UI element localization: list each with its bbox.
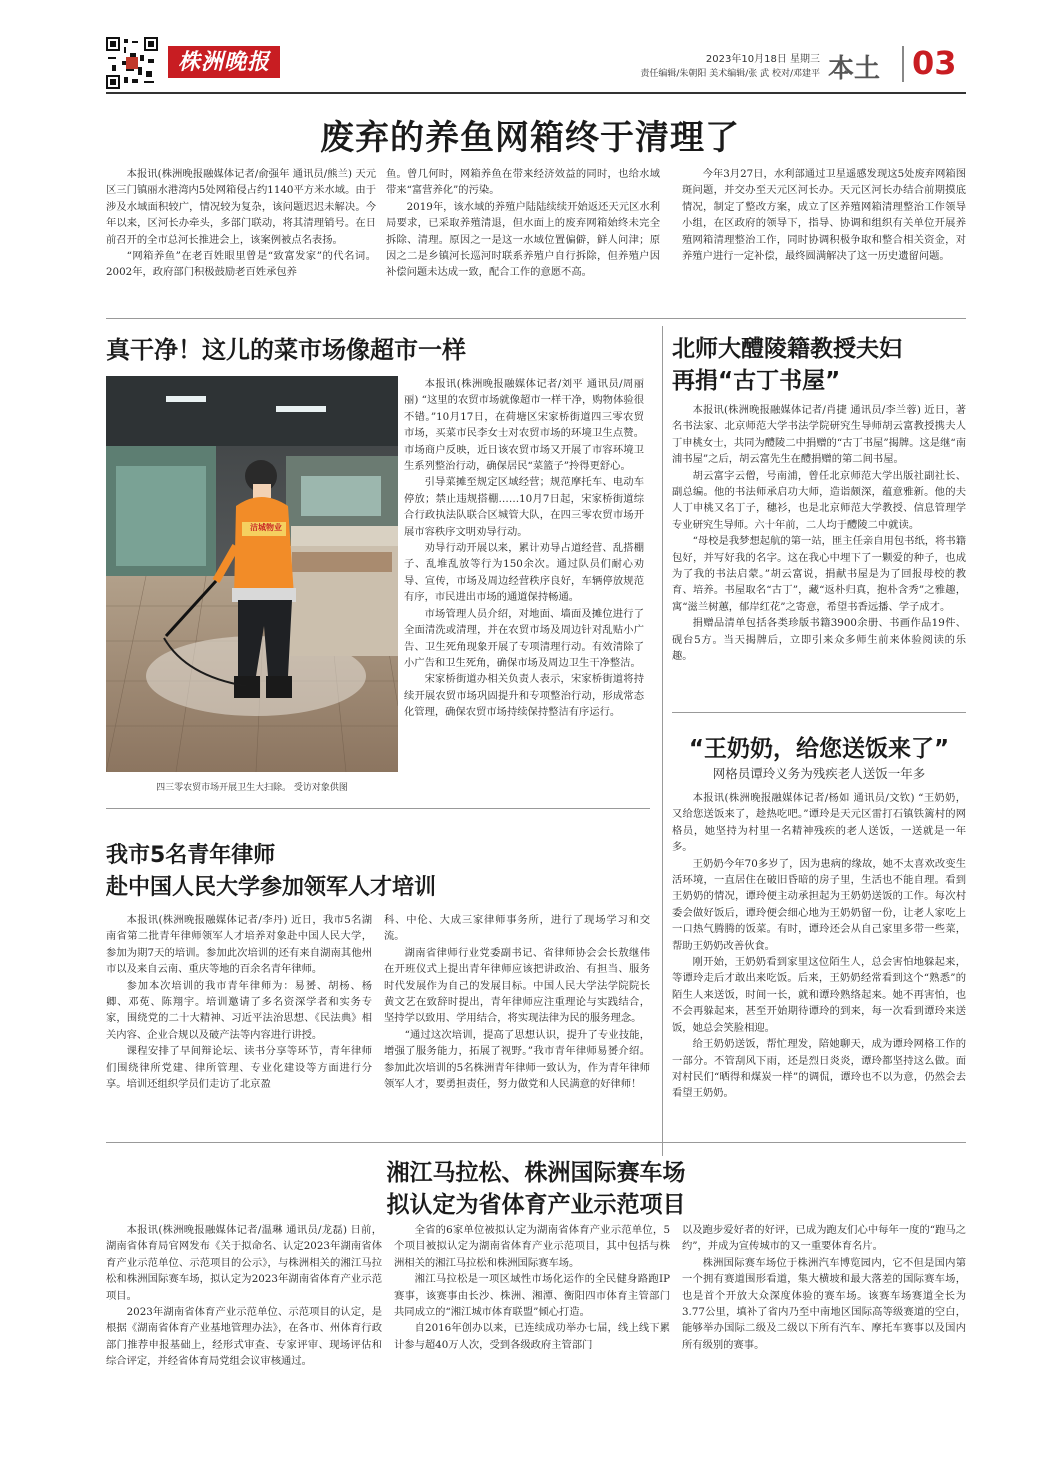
date-line: 2023年10月18日 星期三 — [705, 54, 820, 65]
lawyers-headline-1: 我市5名青年律师 — [106, 843, 276, 868]
divider-lead — [106, 318, 966, 319]
section-divider — [902, 46, 904, 82]
lawyers-headline-2: 赴中国人民大学参加领军人才培训 — [106, 875, 437, 900]
qr-code — [106, 37, 158, 89]
newspaper-logo: 株洲晚报 — [168, 46, 280, 78]
section-name: 本土 — [828, 54, 881, 84]
sports-paragraph: 株洲国际赛车场位于株洲汽车博览园内，它不但是国内第一个拥有赛道围形看道，集大横坡和最大落差的国际赛车场，也是首个开放大众深度体验的赛车场。该赛车场赛道全长为3.77公里，填补了省内乃至中南地区国际高等级赛道的空白，能够举办国际二级及二级以下所有汽车、摩托车赛事以及国内所有级别的赛事。 — [682, 1256, 966, 1351]
grandma-paragraph: 本报讯(株洲晚报融媒体记者/杨如 通讯员/文钦) “王奶奶，又给您送饭来了，趁热吃吧。”谭玲是天元区雷打石镇铁篱村的网格员，她坚持为村里一名精神残疾的老人送饭，一送就是一年多。 — [672, 792, 966, 854]
market-paragraph: 宋家桥街道办相关负责人表示，宋家桥街道将持续开展农贸市场巩固提升和专项整治行动，形成常态化管理，确保农贸市场持续保持整洁有序运行。 — [404, 673, 644, 719]
books-paragraph: 胡云富字云僧，号南浦，曾任北京师范大学出版社副社长、副总编。他的书法师承启功大师，造诣颇深，蕴意雅新。他的夫人丁申桃又名丁子，穗衫，也是北京师范大学教授、信息管理学专业研究生导师。六十年前，二人均于醴陵二中就读。 — [672, 469, 966, 531]
lead-paragraph: “网箱养鱼”在老百姓眼里曾是“致富发家”的代名词。2002年，政府部门积极鼓励老百姓承包养 — [106, 250, 376, 279]
lawyers-paragraph: 课程安排了早间辩论坛、读书分享等环节，青年律师们围绕律所党建、律所管理、专业化建设等方面进行分享。培训还组织学员们走访了北京盈 — [106, 1045, 372, 1091]
page-number: 03 — [912, 44, 957, 82]
divider-books — [672, 712, 966, 713]
books-headline-2: 再捐“古丁书屋” — [672, 368, 841, 394]
lead-column-2 — [386, 166, 660, 281]
lawyers-paragraph: 本报讯(株洲晚报融媒体记者/李丹) 近日，我市5名湖南省第二批青年律师领军人才培养对象赴中国人民大学，参加为期7天的培训。参加此次培训的还有来自湖南其他州市以及来自云南、重庆等地的百余名青年律师。 — [106, 914, 372, 976]
sports-headline-2: 拟认定为省体育产业示范项目 — [386, 1192, 686, 1218]
sports-paragraph: 全省的6家单位被拟认定为湖南省体育产业示范单位，5个项目被拟认定为湖南省体育产业示范项目，其中包括与株洲相关的湘江马拉松和株洲国际赛车场。 — [394, 1224, 670, 1269]
sports-column-3 — [682, 1222, 966, 1353]
photo-caption: 四三零农贸市场开展卫生大扫除。 受访对象供图 — [156, 783, 348, 793]
sports-column-2 — [394, 1222, 670, 1353]
lead-paragraph: 鱼。曾几何时，网箱养鱼在带来经济效益的同时，也给水域带来“富营养化”的污染。 — [386, 168, 660, 197]
grandma-subtitle: 网格员谭玲义务为残疾老人送饭一年多 — [712, 766, 926, 781]
market-paragraph: 劝导行动开展以来，累计劝导占道经营、乱搭棚子、乱堆乱放等行为150余次。通过队员们耐心劝导、宣传，市场及周边经营秩序良好，车辆停放规范有序，市民进出市场的通道保持畅通。 — [404, 542, 644, 604]
sports-paragraph: 湘江马拉松是一项区域性市场化运作的全民健身路跑IP赛事，该赛事由长沙、株洲、湘潭、衡阳四市体育主管部门共同成立的“湘江城市体育联盟”倾心打造。 — [394, 1273, 670, 1319]
divider-market — [106, 808, 650, 809]
sports-paragraph: 以及跑步爱好者的好评，已成为跑友们心中每年一度的“跑马之约”，并成为宣传城市的又一重要体育名片。 — [682, 1224, 966, 1253]
vest-text: 洁城物业 — [250, 523, 282, 532]
sports-headline-1: 湘江马拉松、株洲国际赛车场 — [386, 1160, 686, 1186]
market-paragraph: 本报讯(株洲晚报融媒体记者/刘平 通讯员/周丽丽) “这里的农贸市场就像超市一样干净，购物体验很不错。”10月17日，在荷塘区宋家桥街道四三零农贸市场，买菜市民李女士对农贸市场的环境卫生点赞。市场商户反映，近日该农贸市场又开展了市容环境卫生系列整治行动，确保居民“菜篮子”拎得更舒心。 — [404, 378, 644, 473]
lead-paragraph: 2019年，该水域的养殖户陆陆续续开始返还天元区水利局要求，已采取养殖清退，但水面上的废弃网箱始终未完全拆除、清理。原因之一是这一水域位置偏僻，鲜人问津；原因之二是乡镇河长巡河时联系养殖户自行拆除，但养殖户因补偿问题未达成一致，配合工作的意愿不高。 — [386, 200, 660, 279]
sports-paragraph: 2023年湖南省体育产业示范单位、示范项目的认定，是根据《湖南省体育产业基地管理办法》，在各市、州体育行政部门推荐申报基础上，经形式审查、专家评审、现场评估和综合评定，并经省体育局党组会议审核通过。 — [106, 1306, 382, 1368]
grandma-body — [672, 790, 966, 1102]
market-photo — [106, 376, 398, 772]
lead-headline: 废弃的养鱼网箱终于清理了 — [320, 118, 740, 158]
lawyers-paragraph: 参加本次培训的我市青年律师为：易赟、胡杨、杨卿、邓莬、陈翔宇。培训邀请了多名资深学者和实务专家，围绕党的二十大精神、习近平法治思想、《民法典》相关内容、企业合规以及破产法等内容进行讲授。 — [106, 979, 372, 1041]
lead-paragraph: 今年3月27日，水利部通过卫星遥感发现这5处废弃网箱图斑问题，并交办至天元区河长办。天元区河长办结合前期摸底情况，制定了整改方案，成立了区养殖网箱清理整治工作领导小组，在区政府的领导下，指导、协调和组织有关单位开展养殖网箱清理整治工作，同时协调积极争取和整合相关资金，对养殖户进行一定补偿，最终圆满解决了这一历史遗留问题。 — [682, 168, 966, 263]
lead-column-3 — [682, 166, 966, 264]
market-headline: 真干净！这儿的菜市场像超市一样 — [106, 336, 466, 364]
editors-line: 责任编辑/朱朝阳 美术编辑/张 武 校对/邓建平 — [640, 69, 820, 79]
lawyers-paragraph: 科、中伦、大成三家律师事务所，进行了现场学习和交流。 — [384, 914, 650, 943]
lead-paragraph: 本报讯(株洲晚报融媒体记者/俞强年 通讯员/熊兰) 天元区三门镇丽水港湾内5处网箱侵占约1140平方米水域。由于涉及水域面积较广，情况较为复杂，该问题迟迟未解决。今年以来，区河长办牵头，多部门联动，将其清理销号。在日前召开的全市总河长推进会上，该案例被点名表扬。 — [106, 168, 376, 246]
books-paragraph: 本报讯(株洲晚报融媒体记者/肖捷 通讯员/李兰蓉) 近日，著名书法家、北京师范大学书法学院研究生导师胡云富教授携夫人丁申桃女士，共同为醴陵二中捐赠的“古丁书屋”揭牌。这是继“南浦书屋”之后，胡云富先生在醴捐赠的第二间书屋。 — [672, 404, 966, 466]
books-paragraph: “母校是我梦想起航的第一站，匪主任亲自用包书纸，将书籍包好，并写好我的名字。这在我心中埋下了一颗爱的种子，也成为了我的书法启蒙。”胡云富说，捐献书屋是为了回报母校的教育、培养。书屋取名“古丁”，藏“返朴归真，抱朴含秀”之雅趣，寓“滋兰树蕙，郁岸红花”之寄意，希望书香远播、学子成才。 — [672, 535, 966, 613]
grandma-paragraph: 给王奶奶送饭，帮忙理发，陪她聊天，成为谭玲网格工作的一部分。不管刮风下雨，还是烈日炎炎，谭玲都坚持这么做。面对村民们“晒得和煤炭一样”的调侃，谭玲也不以为意，仍然会去看望王奶奶。 — [672, 1038, 966, 1100]
lawyers-column-1 — [106, 912, 372, 1092]
lawyers-paragraph: 湖南省律师行业党委副书记、省律师协会会长敖继伟在开班仪式上提出青年律师应该把讲政治、有担当、服务时代发展作为自己的发展目标。中国人民大学法学院院长黄文艺在致辞时提出，青年律师应注重理论与实践结合，坚持学以致用、学用结合，将实现法律为民的服务理念。 — [384, 946, 650, 1025]
divider-vertical — [662, 326, 663, 1156]
lead-column-1 — [106, 166, 376, 281]
divider-sports — [106, 1142, 966, 1143]
sports-paragraph: 本报讯(株洲晚报融媒体记者/温琳 通讯员/龙磊) 日前，湖南省体育局官网发布《关于拟命名、认定2023年湖南省体育产业示范单位、示范项目的公示》，与株洲相关的湘江马拉松和株洲国际赛车场，拟认定为2023年湖南省体育产业示范项目。 — [106, 1224, 382, 1302]
sports-column-1 — [106, 1222, 382, 1370]
books-paragraph: 捐赠品清单包括各类珍版书籍3900余册、书画作品19件、砚台5方。当天揭牌后，立即引来众多师生前来体验阅读的乐趣。 — [672, 617, 966, 663]
books-headline-1: 北师大醴陵籍教授夫妇 — [672, 336, 902, 362]
grandma-headline: “王奶奶，给您送饭来了” — [688, 736, 950, 762]
grandma-paragraph: 刚开始，王奶奶看到家里这位陌生人，总会害怕地躲起来，等谭玲走后才敢出来吃饭。后来，王奶奶经常看到这个“熟悉”的陌生人来送饭，时间一长，就和谭玲熟络起来。她不再害怕，也不会再躲起来，甚至开始期待谭玲的到来，每一次看到谭玲来送饭，她总会笑脸相迎。 — [672, 956, 966, 1034]
lawyers-column-2 — [384, 912, 650, 1092]
market-body — [404, 376, 644, 721]
sports-paragraph: 自2016年创办以来，已连续成功举办七届，线上线下累计参与超40万人次，受到各级政府主管部门 — [394, 1322, 670, 1351]
market-paragraph: 市场管理人员介绍，对地面、墙面及摊位进行了全面清洗或清理，并在农贸市场及周边针对乱贴小广告、卫生死角现象开展了专项清理行动。有效清除了小广告和卫生死角，确保市场及周边卫生干净整洁。 — [404, 607, 644, 669]
books-body — [672, 402, 966, 665]
lawyers-paragraph: “通过这次培训，提高了思想认识，提升了专业技能，增强了服务能力，拓展了视野。”我市青年律师易赟介绍。参加此次培训的5名株洲青年律师一致认为，作为青年律师领军人才，要勇担责任，努力做党和人民满意的好律师！ — [384, 1028, 650, 1091]
grandma-paragraph: 王奶奶今年70多岁了，因为患病的缘故，她不太喜欢改变生活环境，一直居住在破旧昏暗的房子里，生活也不能自理。看到王奶奶的情况，谭玲便主动承担起为王奶奶送饭的工作。每次村委会做好饭后，谭玲便会细心地为王奶奶留一份，让老人家吃上一口热气腾腾的饭菜。有时，谭玲还会从自己家里多带一些菜，帮助王奶奶改善伙食。 — [672, 857, 966, 952]
market-paragraph: 引导菜摊至规定区域经营；规范摩托车、电动车停放；禁止违规搭棚……10月7日起，宋家桥街道综合行政执法队联合区城管大队，在四三零农贸市场开展市容秩序文明劝导行动。 — [404, 476, 644, 538]
masthead-rule — [106, 92, 966, 94]
